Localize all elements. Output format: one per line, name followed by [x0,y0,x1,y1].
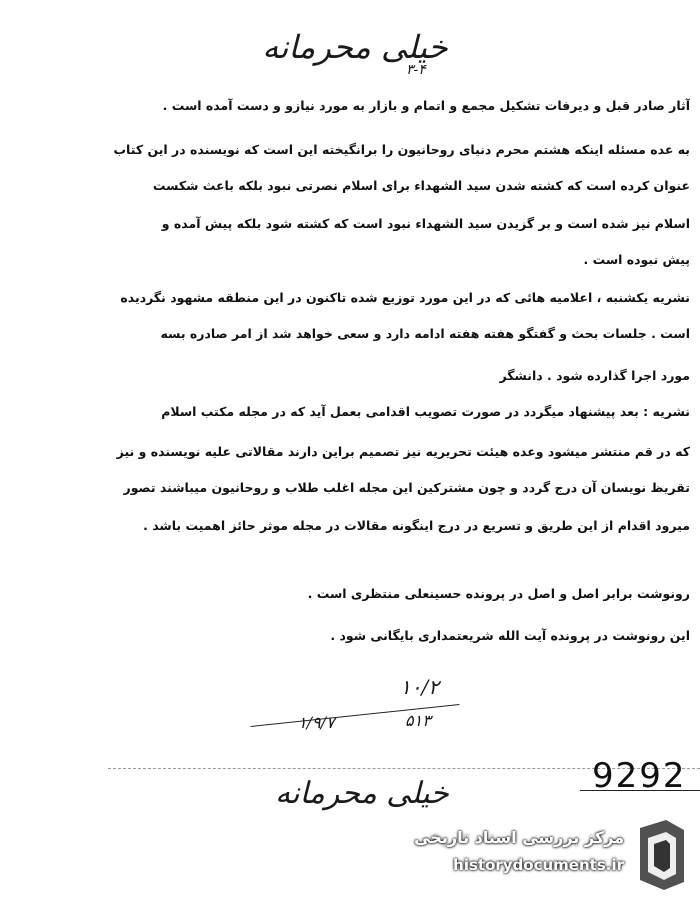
document-number: 9292 [592,756,687,796]
classification-stamp-number: ۳-۴ [406,62,426,78]
body-line: میرود اقدام از این طریق و تسریع در درج اینگونه مقالات در مجله موثر حائز اهمیت باشد . [143,518,690,533]
body-line: که در قم منتشر میشود وعده هیئت تحریریه نیز تصمیم براین دارند مقالاتی علیه نویسنده و نیز [116,444,690,459]
book-logo-icon [634,818,690,892]
body-line: عنوان کرده است که کشته شدن سید الشهداء براى اسلام نصرتى نبود بلکه باعث شکست [152,178,690,193]
classification-stamp-top: خیلی محرمانه [262,28,448,66]
body-line: مورد اجرا گذارده شود . دانشگر [499,368,690,383]
body-line: تقریظ نویسان آن درج گردد و چون مشترکین این مجله اغلب طلاب و روحانیون میباشند تصور [123,480,690,495]
signature-block [250,675,470,735]
cc-line: این رونوشت در پرونده آیت الله شریعتمداری بایگانی شود . [330,628,690,643]
document-number-underline [580,790,700,791]
body-line: آثار صادر قبل و دیرفات تشکیل مجمع و اتمام و بازار به مورد نیازو و دست آمده است . [162,98,690,113]
handwritten-code: ۵۱۳ [405,711,431,730]
handwritten-initials: ۱۰/۲ [400,675,439,699]
archive-watermark [410,812,700,898]
body-line: پیش نبوده است . [583,252,690,267]
body-line: اسلام نیز شده است و بر گزیدن سید الشهداء نبود است که کشته شود بلکه پیش آمده و [161,216,690,231]
body-line: نشریه : بعد پیشنهاد میگردد در صورت تصویب اقدامی بعمل آید که در مجله مکتب اسلام [161,404,690,419]
archive-website: historydocuments.ir [453,856,624,874]
body-line: به عده مسئله اینکه هشتم محرم دنیای روحانیون را برانگیخته این است که نویسنده در این کتاب [113,142,690,157]
body-line: است . جلسات بحث و گفتگو هفته هفته ادامه دارد و سعی خواهد شد از امر صادره بسه [160,326,690,341]
classification-stamp-bottom: خیلی محرمانه [275,776,449,811]
cc-line: رونوشت برابر اصل و اصل در پرونده حسینعلی منتظری است . [307,586,690,601]
body-line: نشریه یکشنبه ، اعلامیه هائی که در این مورد توزیع شده تاکنون در این منطقه مشهود نگردیده [120,290,690,305]
archive-name: مرکز بررسی اسناد تاریخی [414,828,624,847]
handwritten-date: ۱/۹/۷ [298,713,335,732]
